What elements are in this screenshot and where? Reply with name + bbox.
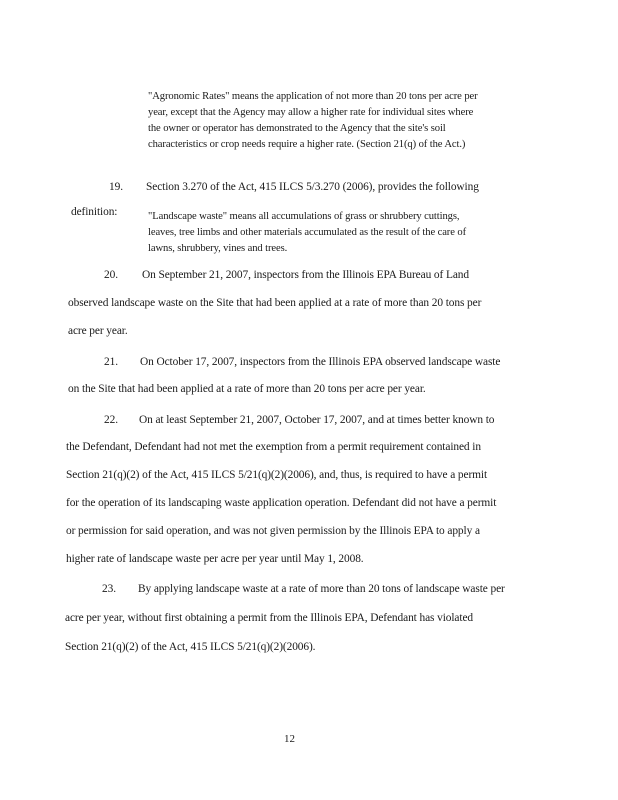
quote-line: year, except that the Agency may allow a higher rate for individual sites where [148,107,474,118]
paragraph-line: Section 21(q)(2) of the Act, 415 ILCS 5/21(q)(2)(2006). [65,641,316,653]
paragraph-line: Section 21(q)(2) of the Act, 415 ILCS 5/21(q)(2)(2006), and, thus, is required to have a permit [66,469,488,481]
paragraph-line: observed landscape waste on the Site that had been applied at a rate of more than 20 tons per [68,297,482,309]
paragraph-line: On October 17, 2007, inspectors from the Illinois EPA observed landscape waste [140,356,501,368]
quote-line: leaves, tree limbs and other materials accumulated as the result of the care of [148,227,467,238]
paragraph-line: the Defendant, Defendant had not met the exemption from a permit requirement contained in [66,441,481,453]
paragraph-line: acre per year, without first obtaining a permit from the Illinois EPA, Defendant has violated [65,612,473,624]
quote-line: characteristics or crop needs require a higher rate. (Section 21(q) of the Act.) [148,139,466,150]
quote-line: "Agronomic Rates" means the application of not more than 20 tons per acre per [148,91,478,102]
paragraph-line: On September 21, 2007, inspectors from the Illinois EPA Bureau of Land [142,269,469,281]
paragraph-number: 20. [104,269,118,281]
paragraph-line: or permission for said operation, and was not given permission by the Illinois EPA to apply a [66,525,480,537]
paragraph-line: higher rate of landscape waste per acre per year until May 1, 2008. [66,553,364,565]
paragraph-number: 22. [104,414,118,426]
paragraph-line: definition: [71,206,118,218]
paragraph-line: On at least September 21, 2007, October 17, 2007, and at times better known to [139,414,495,426]
paragraph-line: on the Site that had been applied at a rate of more than 20 tons per acre per year. [68,383,426,395]
paragraph-number: 19. [109,181,123,193]
paragraph-line: for the operation of its landscaping waste application operation. Defendant did not have a permit [66,497,497,509]
quote-line: "Landscape waste" means all accumulations of grass or shrubbery cuttings, [148,211,460,222]
quote-line: the owner or operator has demonstrated to the Agency that the site's soil [148,123,446,134]
paragraph-number: 23. [102,583,116,595]
quote-line: lawns, shrubbery, vines and trees. [148,243,288,254]
paragraph-line: acre per year. [68,325,128,337]
paragraph-line: Section 3.270 of the Act, 415 ILCS 5/3.270 (2006), provides the following [146,181,479,193]
paragraph-number: 21. [104,356,118,368]
paragraph-line: By applying landscape waste at a rate of more than 20 tons of landscape waste per [138,583,505,595]
page-number: 12 [284,733,295,745]
